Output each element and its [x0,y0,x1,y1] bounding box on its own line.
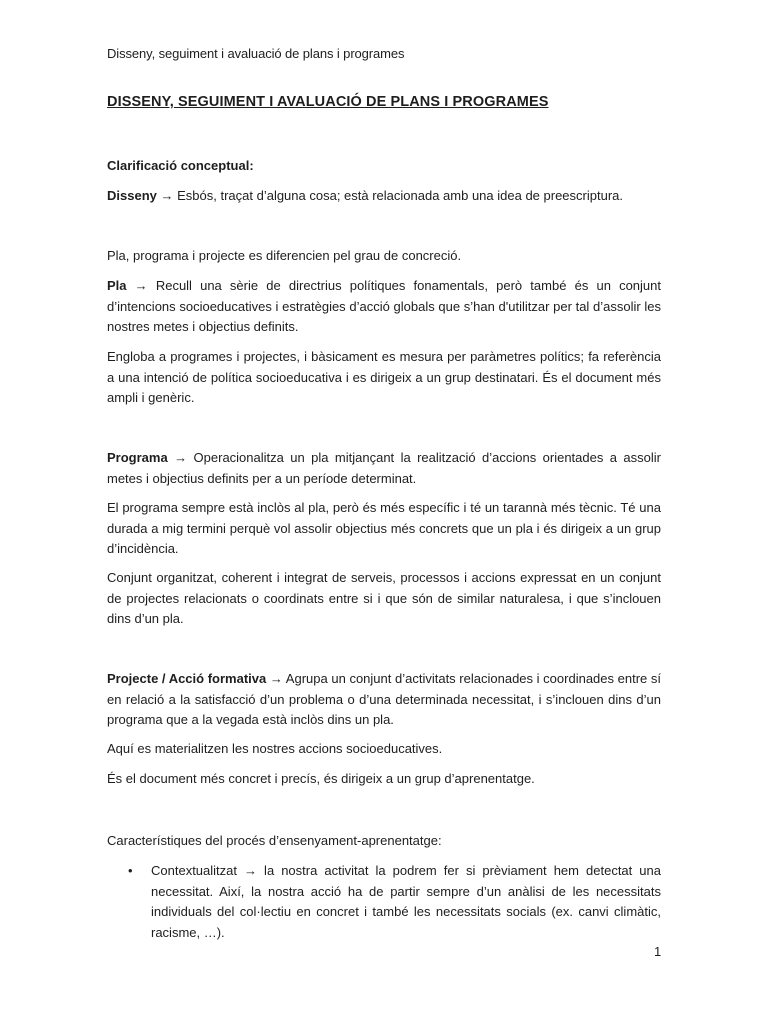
document-title: DISSENY, SEGUIMENT I AVALUACIÓ DE PLANS I PROGRAMES [107,94,549,110]
term-pla: Pla [107,278,127,293]
clarificacio-heading-text: Clarificació conceptual: [107,158,254,173]
paragraph-intro-pla: Pla, programa i projecte es diferencien pel grau de concreció. [107,248,462,263]
page-number: 1 [654,944,662,959]
paragraph-disseny [107,186,661,207]
term-programa: Programa [107,450,168,465]
running-header: Disseny, seguiment i avaluació de plans i programes [107,46,405,61]
term-disseny: Disseny [107,188,157,203]
definition-programa: Operacionalitza un pla mitjançant la realització d’accions orientades a assolir metes i objectius definits per a un període determinat. [107,450,661,486]
arrow-right-icon: → [269,671,283,686]
paragraph-pla [107,276,661,338]
paragraph-projecte-3: És el document més concret i precís, és dirigeix a un grup d’aprenentatge. [107,771,535,786]
paragraph-pla-2: Engloba a programes i projectes, i bàsicament es mesura per paràmetres polítics; fa referència a una intenció de política socioeducativa i es dirigeix a un grup destinatari. És el document més ampli i genèric. [107,349,661,405]
section-heading-clarificacio [107,156,661,177]
bullet-icon: • [128,863,133,878]
list-item-contextualitzat: Contextualitzat → la nostra activitat la podrem fer si prèviament hem detectat una necessitat. Així, la nostra acció ha de partir sempre d’un anàlisi de les necessitats individuals del col·lectiu en concret i també les necessitats socials (ex. canvi climàtic, racisme, …). [151,863,661,940]
paragraph-programa-2: El programa sempre està inclòs al pla, però és més específic i té un tarannà més tècnic. Té una durada a mig termini perquè vol assolir objectius més concrets que un pla i és dirigeix a un grup d’incidència. [107,500,661,556]
definition-disseny: Esbós, traçat d’alguna cosa; està relacionada amb una idea de preescriptura. [173,188,623,203]
definition-pla: Recull una sèrie de directrius polítiques fonamentals, però també és un conjunt d’intencions socioeducatives i estratègies d’acció globals que s’han d'utilitzar per tal d’assolir les nostres metes i objectius definits. [107,278,661,334]
term-projecte: Projecte / Acció formativa [107,671,267,686]
arrow-right-icon: → [160,188,174,203]
paragraph-projecte [107,669,661,731]
arrow-right-icon: → [174,450,188,465]
arrow-right-icon: → [134,278,148,293]
paragraph-programa-3: Conjunt organitzat, coherent i integrat de serveis, processos i accions expressat en un conjunt de projectes relacionats o coordinats entre si i que són de similar naturalesa, i que s’inclouen dins d’un pla. [107,570,661,626]
paragraph-programa [107,448,661,489]
paragraph-projecte-2: Aquí es materialitzen les nostres accions socioeducatives. [107,741,443,756]
definition-projecte: Agrupa un conjunt d’activitats relacionades i coordinades entre sí en relació a la satisfacció d’un problema o d’una determinada necessitat, i s’inclouen dins d’un programa que a la vegada està inclòs dins un pla. [107,671,662,727]
paragraph-caracteristiques: Característiques del procés d’ensenyament-aprenentatge: [107,833,442,848]
